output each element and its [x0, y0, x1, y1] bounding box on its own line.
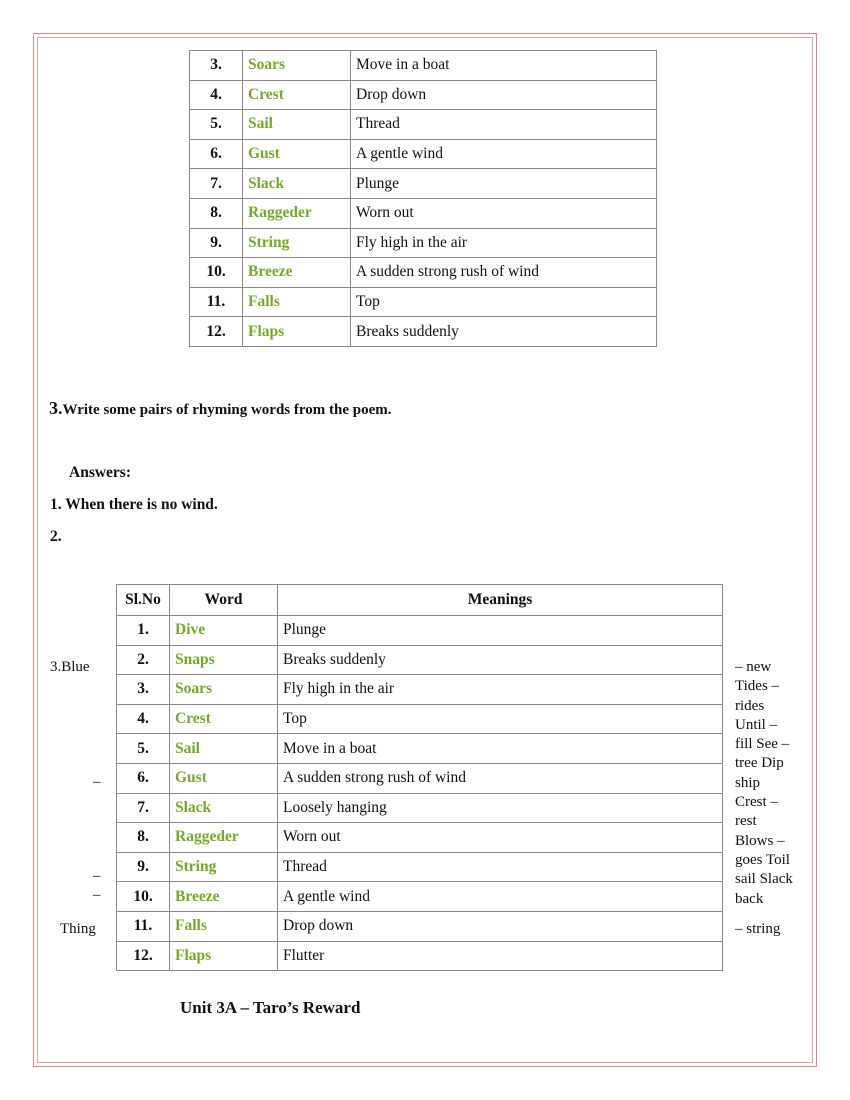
table-row: [190, 169, 657, 199]
row-meaning: Worn out: [278, 823, 723, 853]
table-row: [117, 645, 723, 675]
right-note-line: Tides –: [735, 678, 780, 695]
table-row: [190, 80, 657, 110]
row-word: String: [243, 228, 351, 258]
right-note-line: goes Toil: [735, 851, 790, 868]
row-meaning: Thread: [278, 852, 723, 882]
row-number: 4.: [190, 80, 243, 110]
row-number: 5.: [117, 734, 170, 764]
row-number: 7.: [117, 793, 170, 823]
row-meaning: A sudden strong rush of wind: [278, 763, 723, 793]
right-note-line: Crest –: [735, 794, 778, 811]
header-word: Word: [170, 585, 278, 616]
row-word: Dive: [170, 616, 278, 646]
row-word: Snaps: [170, 645, 278, 675]
row-word: Soars: [170, 675, 278, 705]
row-number: 9.: [190, 228, 243, 258]
row-meaning: Top: [351, 287, 657, 317]
row-meaning: Move in a boat: [351, 51, 657, 81]
row-meaning: Flutter: [278, 941, 723, 971]
row-word: Flaps: [243, 317, 351, 347]
table-row: [190, 228, 657, 258]
row-number: 9.: [117, 852, 170, 882]
row-number: 8.: [117, 823, 170, 853]
row-meaning: Plunge: [351, 169, 657, 199]
row-number: 6.: [117, 763, 170, 793]
row-word: Slack: [243, 169, 351, 199]
row-word: Raggeder: [243, 198, 351, 228]
row-word: Slack: [170, 793, 278, 823]
row-word: Falls: [170, 911, 278, 941]
row-meaning: Plunge: [278, 616, 723, 646]
vocab-table-1: [189, 50, 657, 347]
right-note-line: sail Slack: [735, 871, 793, 888]
row-word: Raggeder: [170, 823, 278, 853]
row-meaning: A gentle wind: [278, 882, 723, 912]
right-note-line: ship: [735, 774, 761, 791]
table-row: [190, 198, 657, 228]
row-number: 2.: [117, 645, 170, 675]
table-row: [117, 793, 723, 823]
question-3-number: 3.: [49, 398, 63, 418]
table-row: [117, 675, 723, 705]
left-note-dash: –: [93, 774, 101, 790]
left-note-dash: –: [93, 887, 101, 903]
vocab-table-2: [116, 584, 723, 971]
row-number: 5.: [190, 110, 243, 140]
row-number: 8.: [190, 198, 243, 228]
right-note-line: Until –: [735, 716, 778, 733]
row-word: Gust: [243, 139, 351, 169]
row-word: Flaps: [170, 941, 278, 971]
right-note-line: rest: [735, 813, 757, 830]
right-note-line: back: [735, 890, 764, 907]
table-row: [117, 911, 723, 941]
header-meanings: Meanings: [278, 585, 723, 616]
row-meaning: Fly high in the air: [278, 675, 723, 705]
row-meaning: A sudden strong rush of wind: [351, 258, 657, 288]
row-number: 7.: [190, 169, 243, 199]
table-row: [117, 763, 723, 793]
row-number: 1.: [117, 616, 170, 646]
table-row: [117, 823, 723, 853]
answers-label: Answers:: [69, 464, 131, 481]
left-note-blue: 3.Blue: [50, 659, 90, 675]
row-meaning: Loosely hanging: [278, 793, 723, 823]
table-row: [190, 287, 657, 317]
answer-1: 1. When there is no wind.: [50, 496, 218, 513]
table-row: [117, 882, 723, 912]
table-row: [117, 852, 723, 882]
row-meaning: Top: [278, 704, 723, 734]
left-note-dash: –: [93, 868, 101, 884]
row-meaning: Move in a boat: [278, 734, 723, 764]
table-row: [190, 317, 657, 347]
table-row: [117, 941, 723, 971]
row-word: Crest: [243, 80, 351, 110]
table-row: [190, 139, 657, 169]
row-number: 12.: [117, 941, 170, 971]
right-note-string: – string: [735, 921, 781, 937]
table-row: [117, 704, 723, 734]
row-meaning: Breaks suddenly: [278, 645, 723, 675]
row-meaning: Drop down: [278, 911, 723, 941]
row-word: Crest: [170, 704, 278, 734]
question-3: [49, 398, 392, 419]
row-number: 6.: [190, 139, 243, 169]
table-row: [190, 51, 657, 81]
right-note-line: Blows –: [735, 832, 785, 849]
row-meaning: Breaks suddenly: [351, 317, 657, 347]
answer-2: 2.: [50, 528, 62, 545]
row-word: String: [170, 852, 278, 882]
row-meaning: Thread: [351, 110, 657, 140]
row-meaning: Drop down: [351, 80, 657, 110]
row-number: 11.: [190, 287, 243, 317]
row-number: 3.: [190, 51, 243, 81]
right-note-line: – new: [735, 659, 772, 675]
right-note-line: fill See –: [735, 736, 790, 753]
right-note-line: rides: [735, 697, 765, 714]
row-word: Breeze: [243, 258, 351, 288]
row-meaning: Fly high in the air: [351, 228, 657, 258]
row-number: 12.: [190, 317, 243, 347]
table-row: [190, 258, 657, 288]
row-word: Soars: [243, 51, 351, 81]
row-number: 11.: [117, 911, 170, 941]
row-word: Gust: [170, 763, 278, 793]
row-number: 4.: [117, 704, 170, 734]
row-word: Sail: [170, 734, 278, 764]
left-note-thing: Thing: [60, 921, 96, 937]
row-number: 10.: [190, 258, 243, 288]
row-word: Sail: [243, 110, 351, 140]
row-number: 3.: [117, 675, 170, 705]
table-row: [117, 616, 723, 646]
header-slno: Sl.No: [117, 585, 170, 616]
row-number: 10.: [117, 882, 170, 912]
row-word: Falls: [243, 287, 351, 317]
question-3-text: Write some pairs of rhyming words from the poem.: [62, 402, 392, 418]
table-header-row: [117, 585, 723, 616]
table-row: [117, 734, 723, 764]
right-note-line: tree Dip: [735, 755, 784, 772]
row-meaning: Worn out: [351, 198, 657, 228]
row-meaning: A gentle wind: [351, 139, 657, 169]
row-word: Breeze: [170, 882, 278, 912]
table-row: [190, 110, 657, 140]
right-notes: [735, 658, 807, 909]
unit-heading: Unit 3A – Taro’s Reward: [180, 998, 361, 1017]
